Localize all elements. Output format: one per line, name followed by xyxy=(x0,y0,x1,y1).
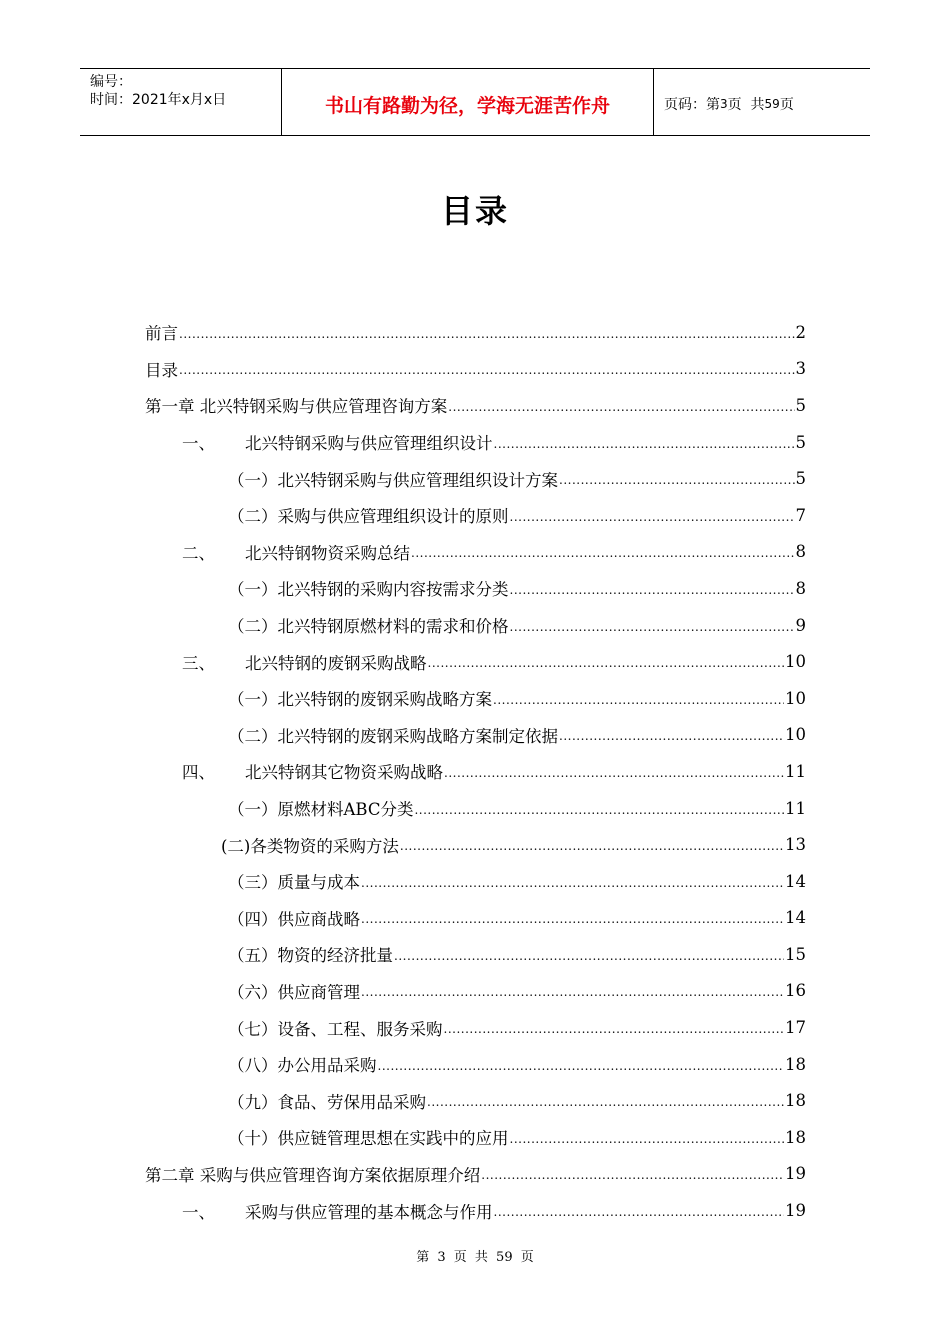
toc-entry-label: 北兴特钢其它物资采购战略 xyxy=(245,763,443,783)
toc-leader-dots xyxy=(510,579,795,598)
toc-entry[interactable] xyxy=(145,717,806,754)
toc-entry-page: 19 xyxy=(785,1164,806,1184)
toc-entry-page: 14 xyxy=(785,871,806,891)
toc-entry-label: （一）北兴特钢采购与供应管理组织设计方案 xyxy=(228,470,558,490)
toc-entry-label: （八）办公用品采购 xyxy=(228,1056,377,1076)
toc-entry-label: （四）供应商战略 xyxy=(228,909,360,929)
page-header xyxy=(80,68,870,136)
toc-entry-label: 北兴特钢的废钢采购战略 xyxy=(245,653,427,673)
toc-entry-page: 18 xyxy=(785,1054,806,1074)
toc-leader-dots xyxy=(448,396,794,415)
toc-leader-dots xyxy=(510,1128,785,1147)
toc-entry-page: 18 xyxy=(785,1127,806,1147)
toc-entry-label: 目录 xyxy=(145,360,178,380)
toc-entry-page: 10 xyxy=(785,652,806,672)
toc-leader-dots xyxy=(559,469,795,488)
toc-entry-page: 5 xyxy=(795,395,806,415)
toc-entry-page: 11 xyxy=(785,761,806,781)
toc-entry[interactable] xyxy=(145,1156,806,1193)
toc-entry-page: 5 xyxy=(795,432,806,452)
toc-entry[interactable] xyxy=(145,424,806,461)
toc-leader-dots xyxy=(493,689,784,708)
toc-entry-label: （二）采购与供应管理组织设计的原则 xyxy=(228,507,509,527)
toc-entry-number: 一、 xyxy=(182,1202,215,1222)
toc-entry-label: （十）供应链管理思想在实践中的应用 xyxy=(228,1129,509,1149)
toc-entry-page: 16 xyxy=(785,981,806,1001)
toc-leader-dots xyxy=(179,323,795,342)
toc-entry-number: 二、 xyxy=(182,543,215,563)
toc-leader-dots xyxy=(494,433,795,452)
toc-entry-label: （二）北兴特钢原燃材料的需求和价格 xyxy=(228,617,509,637)
toc-entry[interactable] xyxy=(145,753,806,790)
toc-entry[interactable] xyxy=(145,497,806,534)
table-of-contents xyxy=(145,314,806,1229)
toc-entry-number: 四、 xyxy=(182,763,215,783)
toc-leader-dots xyxy=(510,506,795,525)
toc-entry-label: （七）设备、工程、服务采购 xyxy=(228,1019,443,1039)
toc-entry[interactable] xyxy=(145,1082,806,1119)
page-suffix: 页 xyxy=(779,97,794,113)
toc-entry-page: 5 xyxy=(795,469,806,489)
page-mid: 页 共 xyxy=(727,97,765,113)
toc-entry[interactable] xyxy=(145,973,806,1010)
toc-leader-dots xyxy=(414,799,784,818)
toc-entry-label: (二)各类物资的采购方法 xyxy=(221,836,399,856)
toc-entry[interactable] xyxy=(145,1009,806,1046)
toc-entry[interactable] xyxy=(145,387,806,424)
page-current: 3 xyxy=(720,97,728,111)
toc-entry-page: 14 xyxy=(785,908,806,928)
toc-leader-dots xyxy=(394,945,784,964)
toc-entry-page: 10 xyxy=(785,725,806,745)
toc-entry[interactable] xyxy=(145,314,806,351)
toc-entry[interactable] xyxy=(145,680,806,717)
toc-entry[interactable] xyxy=(145,607,806,644)
toc-leader-dots xyxy=(428,652,785,671)
toc-leader-dots xyxy=(427,1091,784,1110)
number-label: 编号： xyxy=(90,74,132,90)
header-page-info xyxy=(654,69,870,135)
toc-leader-dots xyxy=(444,762,784,781)
toc-leader-dots xyxy=(400,835,784,854)
toc-entry[interactable] xyxy=(145,534,806,571)
toc-entry-label: 第二章 采购与供应管理咨询方案依据原理介绍 xyxy=(145,1165,481,1185)
toc-entry-label: （二）北兴特钢的废钢采购战略方案制定依据 xyxy=(228,726,558,746)
toc-entry-label: （九）食品、劳保用品采购 xyxy=(228,1092,426,1112)
toc-entry-label: （一）北兴特钢的采购内容按需求分类 xyxy=(228,580,509,600)
toc-entry-label: （三）质量与成本 xyxy=(228,873,360,893)
toc-leader-dots xyxy=(559,725,784,744)
toc-entry-page: 10 xyxy=(785,688,806,708)
toc-entry[interactable] xyxy=(145,826,806,863)
toc-entry[interactable] xyxy=(145,351,806,388)
toc-entry-page: 2 xyxy=(795,322,806,342)
toc-leader-dots xyxy=(378,1055,785,1074)
toc-entry[interactable] xyxy=(145,570,806,607)
toc-entry-label: （六）供应商管理 xyxy=(228,982,360,1002)
toc-entry[interactable] xyxy=(145,900,806,937)
toc-leader-dots xyxy=(481,1164,784,1183)
toc-entry[interactable] xyxy=(145,790,806,827)
toc-entry-label: （一）北兴特钢的废钢采购战略方案 xyxy=(228,690,492,710)
toc-entry-label: （五）物资的经济批量 xyxy=(228,946,393,966)
toc-entry-label: （一）原燃材料ABC分类 xyxy=(228,800,414,820)
toc-entry[interactable] xyxy=(145,1046,806,1083)
toc-entry-page: 13 xyxy=(785,835,806,855)
header-meta xyxy=(80,69,282,135)
toc-entry[interactable] xyxy=(145,1119,806,1156)
toc-entry-page: 9 xyxy=(795,615,806,635)
toc-entry-page: 7 xyxy=(795,505,806,525)
header-motto: 书山有路勤为径，学海无涯苦作舟 xyxy=(282,69,654,135)
toc-entry[interactable] xyxy=(145,1192,806,1229)
toc-entry-page: 8 xyxy=(795,542,806,562)
toc-leader-dots xyxy=(494,1201,785,1220)
toc-leader-dots xyxy=(179,359,795,378)
toc-entry-label: 北兴特钢物资采购总结 xyxy=(245,543,410,563)
toc-entry[interactable] xyxy=(145,460,806,497)
toc-entry-number: 一、 xyxy=(182,434,215,454)
date-label: 时间：2021年x月x日 xyxy=(90,92,227,108)
page-total: 59 xyxy=(764,97,780,111)
toc-entry-page: 19 xyxy=(785,1201,806,1221)
toc-entry-label: 北兴特钢采购与供应管理组织设计 xyxy=(245,434,493,454)
toc-leader-dots xyxy=(444,1018,785,1037)
toc-entry-label: 采购与供应管理的基本概念与作用 xyxy=(245,1202,493,1222)
toc-entry-page: 15 xyxy=(785,944,806,964)
toc-entry-page: 3 xyxy=(795,359,806,379)
toc-leader-dots xyxy=(361,872,784,891)
toc-leader-dots xyxy=(411,542,795,561)
page-footer: 第 3 页 共 59 页 xyxy=(416,1250,534,1265)
toc-entry-page: 8 xyxy=(795,578,806,598)
toc-entry[interactable] xyxy=(145,936,806,973)
toc-leader-dots xyxy=(510,616,795,635)
page-prefix: 页码：第 xyxy=(664,97,720,113)
toc-entry-page: 18 xyxy=(785,1091,806,1111)
toc-entry-label: 前言 xyxy=(145,324,178,344)
toc-leader-dots xyxy=(361,908,784,927)
toc-entry-page: 11 xyxy=(785,798,806,818)
toc-leader-dots xyxy=(361,981,784,1000)
page-title: 目录 xyxy=(440,192,509,230)
toc-entry[interactable] xyxy=(145,643,806,680)
toc-entry-page: 17 xyxy=(785,1018,806,1038)
toc-entry[interactable] xyxy=(145,863,806,900)
toc-entry-label: 第一章 北兴特钢采购与供应管理咨询方案 xyxy=(145,397,448,417)
toc-entry-number: 三、 xyxy=(182,653,215,673)
